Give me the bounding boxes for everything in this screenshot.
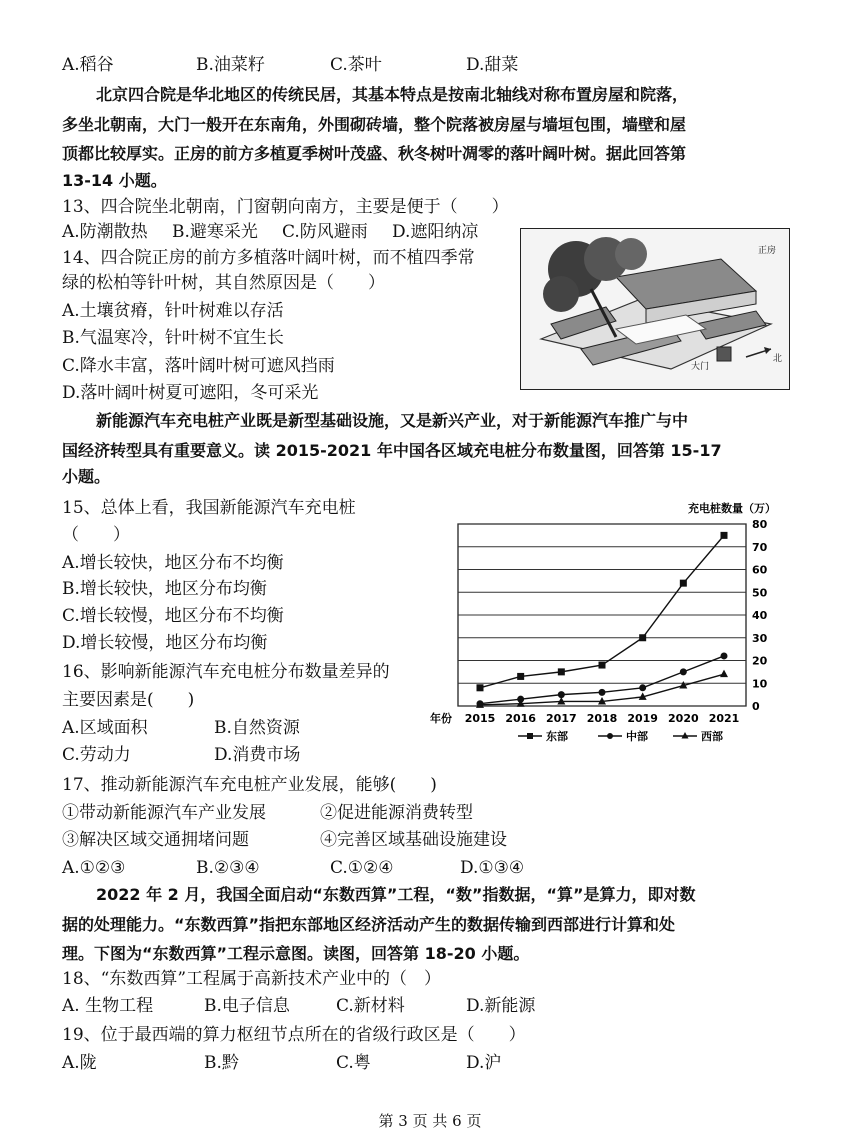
- y-tick-label: 30: [752, 631, 768, 645]
- siheyuan-illustration: [520, 228, 790, 390]
- q17-item-2: ②促进能源消费转型: [320, 803, 473, 823]
- x-tick-label: 2020: [668, 712, 699, 725]
- charging-pile-chart: [428, 496, 800, 746]
- legend-label: 西部: [701, 730, 723, 743]
- q17-option-c: C.①②④: [330, 858, 394, 878]
- passage1-line-1: 北京四合院是华北地区的传统民居，其基本特点是按南北轴线对称布置房屋和院落，: [96, 85, 689, 104]
- legend-marker: [607, 733, 613, 739]
- q12-option-b: B.油菜籽: [196, 55, 265, 75]
- q14-stem-line-1: 14、四合院正房的前方多植落叶阔叶树，而不植四季常: [62, 248, 475, 268]
- q17-item-1: ①带动新能源汽车产业发展: [62, 803, 266, 823]
- q15-option-d: D.增长较慢，地区分布均衡: [62, 633, 268, 653]
- x-tick-label: 2021: [708, 712, 740, 725]
- main-house-label: 正房: [758, 246, 777, 256]
- q17-item-4: ④完善区域基础设施建设: [320, 830, 507, 850]
- x-tick-label: 2019: [627, 712, 658, 725]
- north-label: 北: [773, 354, 783, 364]
- q13-stem: 13、四合院坐北朝南，门窗朝向南方，主要是便于（ ）: [62, 197, 509, 217]
- q12-option-c: C.茶叶: [330, 55, 382, 75]
- q14-option-b: B.气温寒冷，针叶树不宜生长: [62, 328, 284, 348]
- q18-stem: 18、“东数西算”工程属于高新技术产业中的（ ）: [62, 969, 442, 989]
- q18-option-c: C.新材料: [336, 996, 405, 1016]
- q14-stem-line-2: 绿的松柏等针叶树，其自然原因是（ ）: [62, 273, 385, 293]
- q19-option-b: B.黔: [204, 1053, 239, 1073]
- q15-option-c: C.增长较慢，地区分布不均衡: [62, 606, 284, 626]
- legend-marker: [682, 732, 689, 739]
- x-tick-label: 2018: [586, 712, 618, 725]
- legend-marker: [527, 733, 533, 739]
- q14-option-d: D.落叶阔叶树夏可遮阳，冬可采光: [62, 383, 319, 403]
- q19-stem: 19、位于最西端的算力枢纽节点所在的省级行政区是（ ）: [62, 1025, 526, 1045]
- passage3-line-2: 据的处理能力。“东数西算”指把东部地区经济活动产生的数据传输到西部进行计算和处: [62, 915, 676, 934]
- q18-option-b: B.电子信息: [204, 996, 290, 1016]
- passage3-line-3: 理。下图为“东数西算”工程示意图。读图，回答第 18-20 小题。: [62, 944, 530, 963]
- data-point: [721, 652, 728, 659]
- charging-pile-chart-svg: [428, 496, 800, 746]
- siheyuan-drawing: [521, 229, 789, 389]
- q16-option-d: D.消费市场: [214, 745, 301, 765]
- data-point: [599, 689, 606, 696]
- q15-stem-line-2: （ ）: [62, 525, 130, 545]
- passage2-line-1: 新能源汽车充电桩产业既是新型基础设施，又是新兴产业，对于新能源汽车推广与中: [96, 411, 689, 430]
- passage2-line-3: 小题。: [62, 467, 111, 486]
- y-tick-label: 0: [752, 700, 760, 713]
- data-point: [639, 634, 646, 641]
- y-tick-label: 50: [752, 586, 768, 600]
- q17-option-a: A.①②③: [62, 858, 126, 878]
- q19-option-d: D.沪: [466, 1053, 502, 1073]
- q13-option-c: C.防风避雨: [282, 222, 368, 242]
- q13-option-a: A.防潮散热: [62, 222, 148, 242]
- x-tick-label: 2015: [464, 712, 496, 725]
- q13-option-b: B.避寒采光: [172, 222, 258, 242]
- x-axis-label: 年份: [430, 712, 452, 725]
- q16-stem-line-2: 主要因素是( ): [62, 690, 195, 710]
- data-point: [721, 532, 728, 539]
- data-point: [557, 697, 565, 705]
- q18-option-d: D.新能源: [466, 996, 536, 1016]
- q16-option-b: B.自然资源: [214, 718, 300, 738]
- y-axis-label: 充电桩数量（万）: [688, 502, 776, 515]
- q16-stem-line-1: 16、影响新能源汽车充电桩分布数量差异的: [62, 662, 390, 682]
- q14-option-c: C.降水丰富，落叶阔叶树可遮风挡雨: [62, 356, 335, 376]
- y-tick-label: 70: [752, 540, 768, 554]
- legend-label: 中部: [626, 730, 648, 743]
- passage1-line-4: 13-14 小题。: [62, 171, 167, 190]
- data-point: [599, 662, 606, 669]
- data-point: [720, 670, 728, 678]
- q16-option-a: A.区域面积: [62, 718, 148, 738]
- x-tick-label: 2017: [546, 712, 577, 725]
- q15-option-b: B.增长较快，地区分布均衡: [62, 579, 267, 599]
- legend-label: 东部: [546, 730, 568, 743]
- y-tick-label: 20: [752, 654, 768, 668]
- q16-option-c: C.劳动力: [62, 745, 131, 765]
- q15-option-a: A.增长较快，地区分布不均衡: [62, 553, 284, 573]
- q17-stem: 17、推动新能源汽车充电桩产业发展，能够( ): [62, 775, 437, 795]
- q19-option-a: A.陇: [62, 1053, 97, 1073]
- page-footer: 第 3 页 共 6 页: [378, 1112, 482, 1130]
- data-point: [680, 580, 687, 587]
- data-point: [639, 684, 646, 691]
- y-tick-label: 60: [752, 563, 768, 577]
- passage1-line-3: 顶都比较厚实。正房的前方多植夏季树叶茂盛、秋冬树叶凋零的落叶阔叶树。据此回答第: [62, 144, 687, 163]
- q15-stem-line-1: 15、总体上看，我国新能源汽车充电桩: [62, 498, 356, 518]
- x-tick-label: 2016: [505, 712, 536, 725]
- passage1-line-2: 多坐北朝南，大门一般开在东南角，外围砌砖墙，整个院落被房屋与墙垣包围，墙壁和屋: [62, 115, 687, 134]
- q14-option-a: A.土壤贫瘠，针叶树难以存活: [62, 301, 284, 321]
- q12-option-a: A.稻谷: [62, 55, 114, 75]
- data-point: [558, 668, 565, 675]
- y-tick-label: 10: [752, 677, 768, 691]
- y-tick-label: 80: [752, 518, 768, 531]
- passage3-line-1: 2022 年 2 月，我国全面启动“东数西算”工程，“数”指数据，“算”是算力，即对数: [96, 885, 696, 904]
- q12-option-d: D.甜菜: [466, 55, 519, 75]
- q18-option-a: A. 生物工程: [62, 996, 154, 1016]
- q17-option-d: D.①③④: [460, 858, 525, 878]
- data-point: [517, 673, 524, 680]
- q17-option-b: B.②③④: [196, 858, 260, 878]
- q17-item-3: ③解决区域交通拥堵问题: [62, 830, 249, 850]
- data-point: [477, 684, 484, 691]
- passage2-line-2: 国经济转型具有重要意义。读 2015-2021 年中国各区域充电桩分布数量图，回答第 15-17: [62, 441, 722, 460]
- q19-option-c: C.粤: [336, 1053, 371, 1073]
- data-point: [680, 668, 687, 675]
- q13-option-d: D.遮阳纳凉: [392, 222, 479, 242]
- gate-label: 大门: [691, 362, 710, 372]
- y-tick-label: 40: [752, 609, 768, 622]
